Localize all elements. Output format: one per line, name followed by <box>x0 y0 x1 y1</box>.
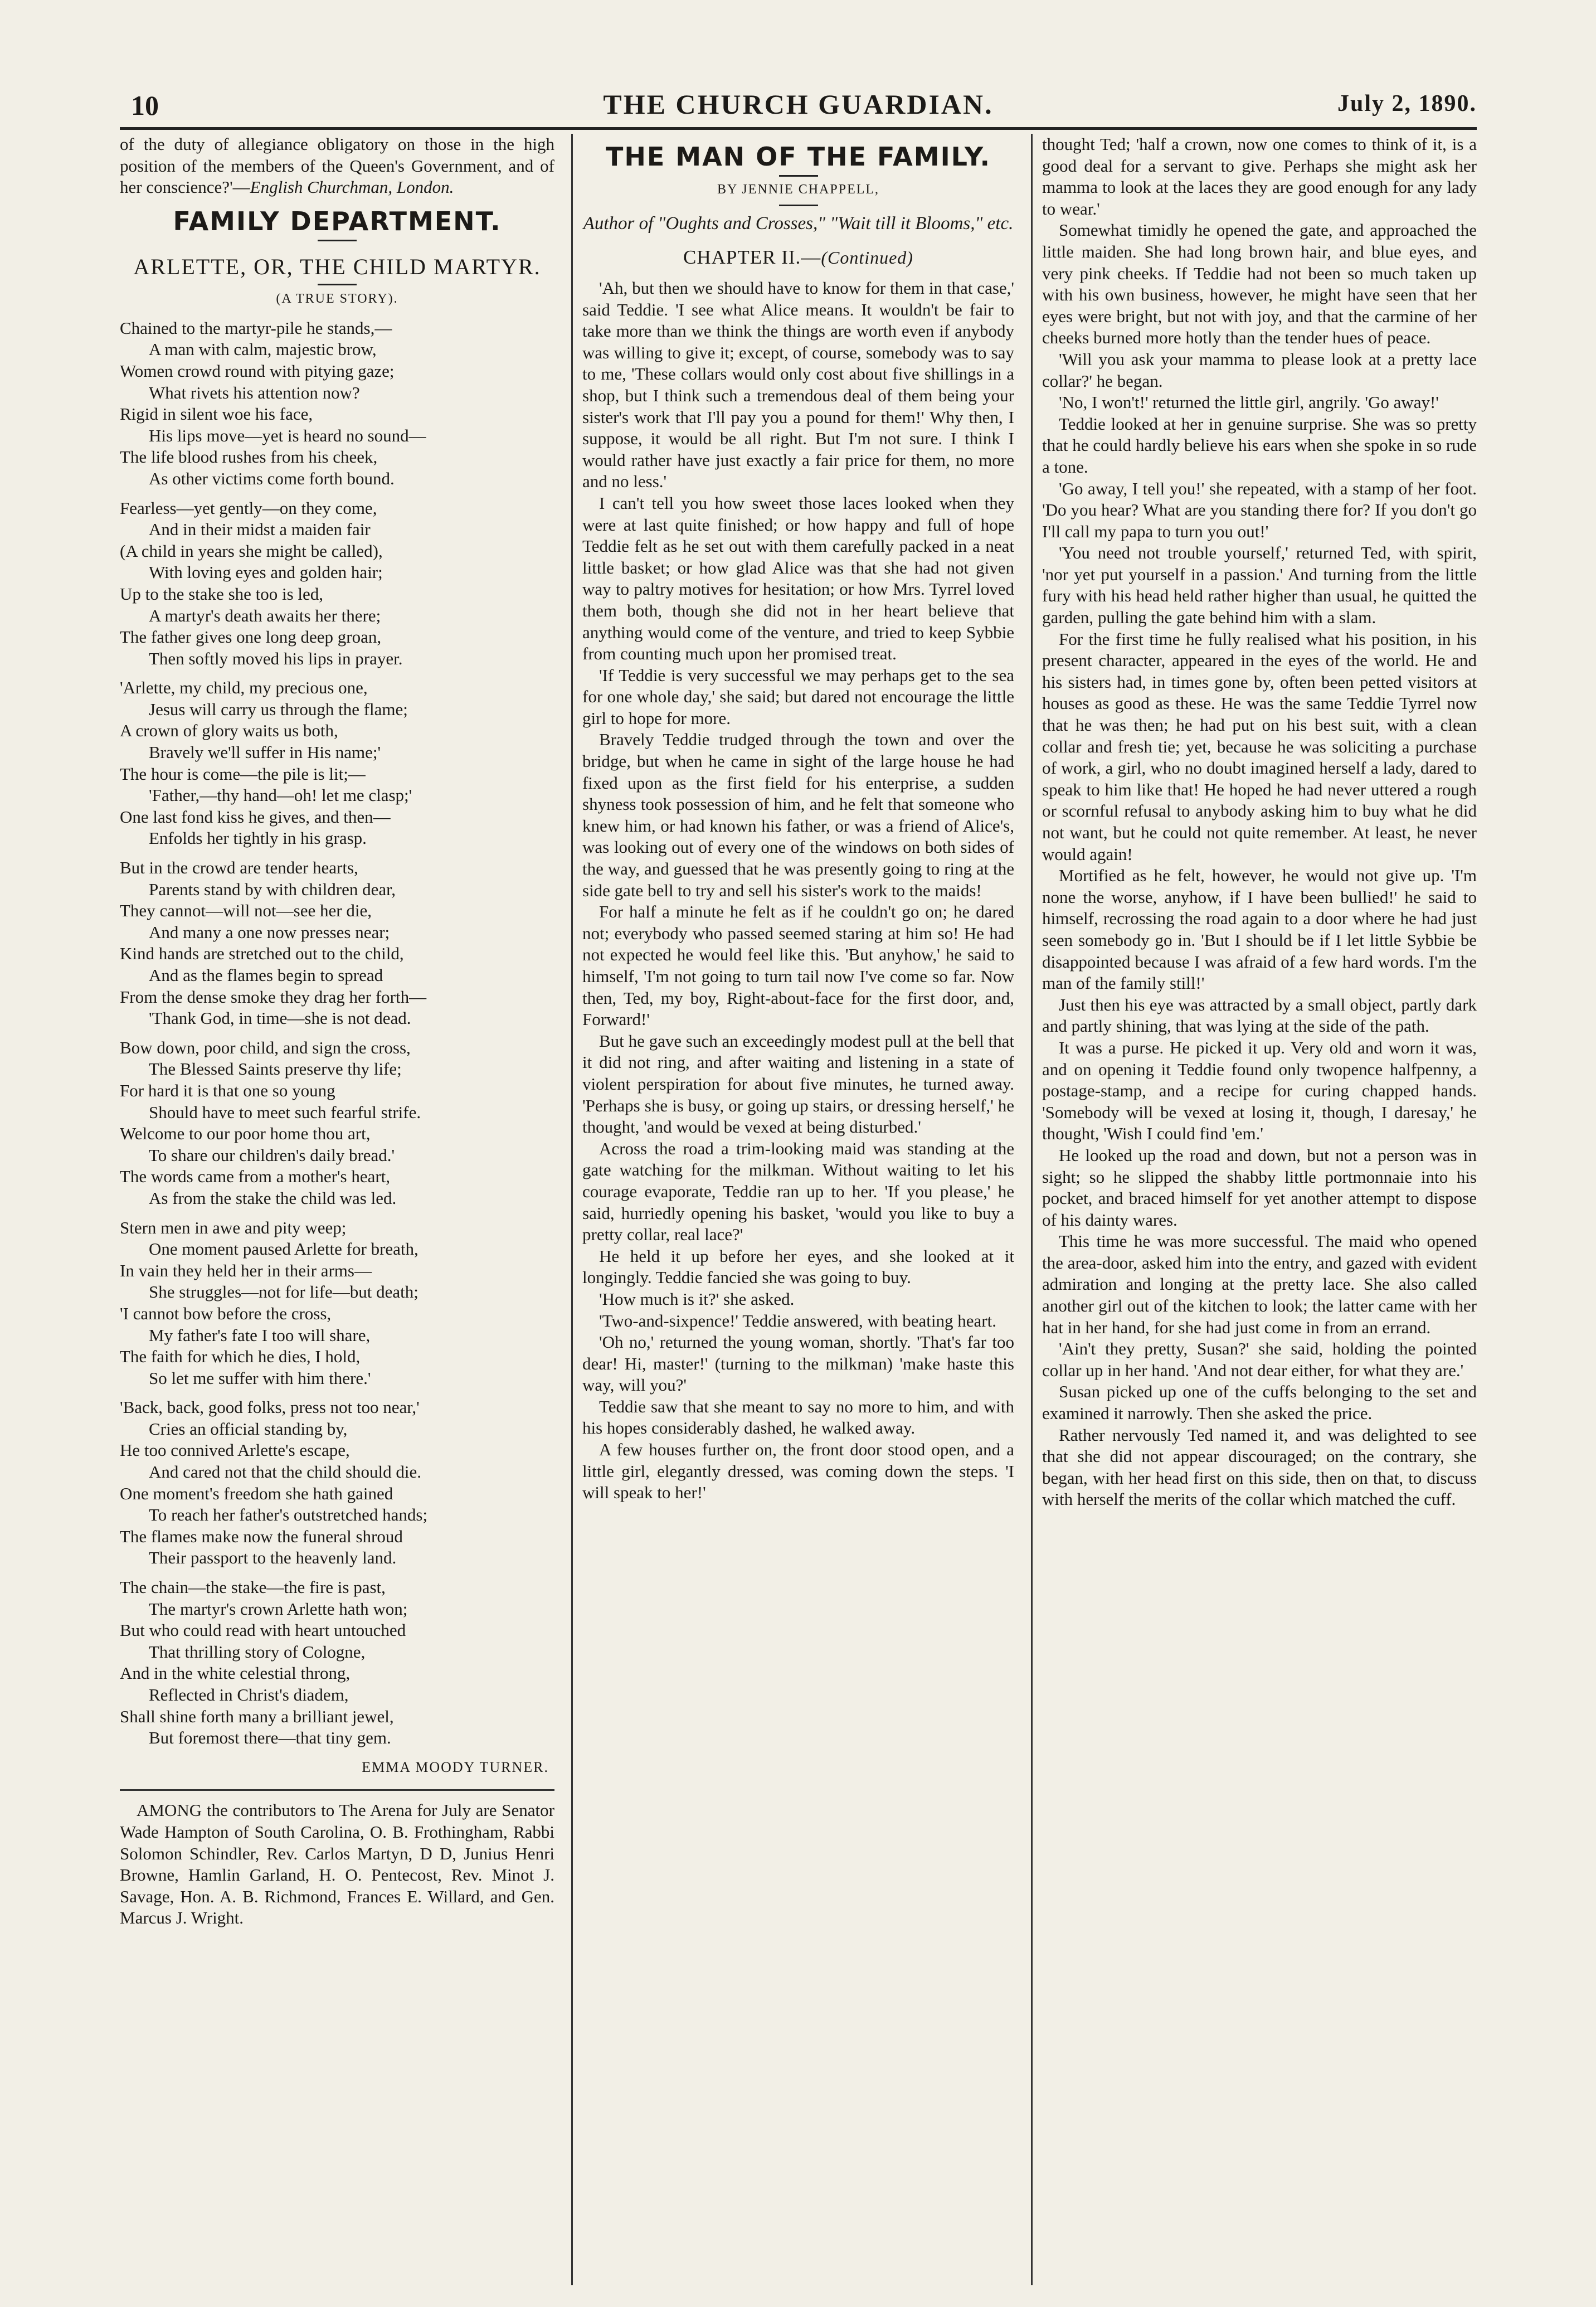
story-paragraph: 'Will you ask your mamma to please look at a pretty lace collar?' he began. <box>1042 349 1477 391</box>
poem-line: Then softly moved his lips in prayer. <box>149 648 403 668</box>
poem-line: One last fond kiss he gives, and then— <box>120 807 391 827</box>
poem-stanza <box>120 1577 554 1749</box>
section-rule <box>120 1789 554 1791</box>
story-paragraph: 'Go away, I tell you!' she repeated, with a stamp of her foot. 'Do you hear? What are you standing there for? If you don't go I'll call my papa to turn you out!' <box>1042 478 1477 541</box>
story-paragraph: 'Ah, but then we should have to know for them in that case,' said Teddie. 'I see what Alice means. It wouldn't be fair to take more than we think the things are worth even if anybody was willing to give it; except, of course, somebody was to say to me, 'These collars would only cost about five shillings in a shop, but I think such a tremendous deal of them being your sister's work that I'll pay you a pound for them!' Why then, I suppose, it would be all right. But I'm not sure. I think I would rather have just exactly a fair price for them, no more and no less.' <box>582 278 1014 492</box>
poem-line: 'Father,—thy hand—oh! let me clasp;' <box>149 785 412 805</box>
story-paragraph: This time he was more successful. The maid who opened the area-door, asked him into the entry, and gazed with evident admiration and longing at the pretty lace. She also called another girl out of the kitchen to look; the latter came with her hat in her hand, for she had just come in from an errand. <box>1042 1231 1477 1337</box>
poem-line: 'I cannot bow before the cross, <box>120 1303 332 1323</box>
poem-line: One moment paused Arlette for breath, <box>149 1239 419 1259</box>
story-paragraph: For the first time he fully realised what his position, in his present character, appeared in the eyes of the world. He and his sisters had, in times gone by, often been petted visitors at houses as good as these. He was the same Teddie Tyrrel now that he was then; he had put on his best suit, with a clean collar and fresh tie; yet, because he was soliciting a purchase of work, a girl, who no doubt imagined herself a lady, dared to speak to him like that! He hoped he had never uttered a rough or scornful refusal to anybody asking him to buy what he did not want, but he could not quite remember. At least, he never would again! <box>1042 629 1477 864</box>
poem-line: For hard it is that one so young <box>120 1080 335 1100</box>
poem-line: And many a one now presses near; <box>149 922 390 942</box>
poem-line: The Blessed Saints preserve thy life; <box>149 1059 402 1079</box>
story-title: THE MAN OF THE FAMILY. <box>605 142 991 172</box>
poem-line: And as the flames begin to spread <box>149 965 383 985</box>
story-paragraph: 'Oh no,' returned the young woman, shortly. 'That's far too dear! Hi, master!' (turning to the milkman) 'make haste this way, will you?' <box>582 1332 1014 1395</box>
story-paragraph: Bravely Teddie trudged through the town and over the bridge, but when he came in sight of the large house he had fixed upon as the first field for his enterprise, a sudden shyness took possession of him, and he felt that someone who knew him, or had known his father, or was a friend of Alice's, was looking out of every one of the windows on both sides of the way, and guessed that he was presently going to ring at the side gate bell to try and sell his sister's work to the maids! <box>582 730 1014 900</box>
poem-stanza <box>120 318 554 490</box>
story-paragraph: Teddie looked at her in genuine surprise. She was so pretty that he could hardly believe his ears when she spoke in so rude a tone. <box>1042 414 1477 477</box>
header-rule <box>120 127 1477 130</box>
poem-line: Women crowd round with pitying gaze; <box>120 361 395 381</box>
story-byline: BY JENNIE CHAPPELL, <box>717 182 880 197</box>
poem-line: But who could read with heart untouched <box>120 1620 406 1640</box>
intro-source: English Churchman, London. <box>250 177 454 197</box>
poem-line: Cries an official standing by, <box>149 1419 348 1439</box>
poem-line: From the dense smoke they drag her forth— <box>120 987 427 1007</box>
poem-line: Enfolds her tightly in his grasp. <box>149 828 367 848</box>
column-left <box>120 134 554 2285</box>
author-credit: Author of "Oughts and Crosses," "Wait till it Blooms," etc. <box>583 213 1014 234</box>
column-divider <box>571 134 573 2285</box>
poem-line: He too connived Arlette's escape, <box>120 1440 350 1460</box>
poem-line: The words came from a mother's heart, <box>120 1167 391 1187</box>
poem-line: The faith for which he dies, I hold, <box>120 1347 361 1367</box>
chapter-note: (Continued) <box>821 247 913 268</box>
chapter-label: CHAPTER II.— <box>683 246 821 268</box>
divider-dash <box>779 175 818 177</box>
story-paragraph: 'You need not trouble yourself,' returned Ted, with spirit, 'nor yet put yourself in a passion.' And turning from the little fury with his head held rather higher than usual, he quitted the garden, pulling the gate behind him with a slam. <box>1042 543 1477 628</box>
story-paragraph: 'If Teddie is very successful we may perhaps get to the sea for one whole day,' she said; but dared not encourage the little girl to hope for more. <box>582 665 1014 728</box>
poem-line: Should have to meet such fearful strife. <box>149 1102 421 1122</box>
story-paragraph: A few houses further on, the front door stood open, and a little girl, elegantly dressed, was coming down the steps. 'I will speak to her!' <box>582 1440 1014 1503</box>
story-paragraph: But he gave such an exceedingly modest pull at the bell that it did not ring, and after waiting and listening in a state of violent perspiration for about five minutes, he turned away. 'Perhaps she is busy, or going up stairs, or dressing herself,' he thought, 'and would be vexed at being disturbed.' <box>582 1031 1014 1137</box>
arena-notice: AMONG the contributors to The Arena for July are Senator Wade Hampton of South Carolina, O. B. Frothingham, Rabbi Solomon Schindler, Rev. Carlos Martyn, D D, Junius Henri Browne, Hamlin Garland, H. O. Pentecost, Rev. Minot J. Savage, Hon. A. B. Richmond, Frances E. Willard, and Gen. Marcus J. Wright. <box>120 1800 554 1928</box>
poem-line: The father gives one long deep groan, <box>120 627 382 647</box>
poem-line: Parents stand by with children dear, <box>149 879 396 899</box>
poem-stanza <box>120 1217 554 1390</box>
story-paragraph: 'Ain't they pretty, Susan?' she said, holding the pointed collar up in her hand. 'And not dear either, for what they are.' <box>1042 1339 1477 1380</box>
poem-line: Shall shine forth many a brilliant jewel, <box>120 1706 394 1726</box>
intro-text: of the duty of allegiance obligatory on those in the high position of the members of the Queen's Government, and of her conscience?'— <box>120 134 554 197</box>
poem-title: ARLETTE, OR, THE CHILD MARTYR. <box>133 254 541 279</box>
column-divider <box>1031 134 1033 2285</box>
poem-line: And in the white celestial throng, <box>120 1663 351 1683</box>
poem-line: Chained to the martyr-pile he stands,— <box>120 318 392 338</box>
page-number: 10 <box>131 90 159 121</box>
poem-line: Rigid in silent woe his face, <box>120 404 313 424</box>
poem-line: 'Thank God, in time—she is not dead. <box>149 1008 411 1028</box>
story-paragraph: He held it up before her eyes, and she looked at it longingly. Teddie fancied she was going to buy. <box>582 1246 1014 1288</box>
poem-line: Reflected in Christ's diadem, <box>149 1685 349 1704</box>
poem-line: My father's fate I too will share, <box>149 1325 371 1345</box>
story-paragraph: 'How much is it?' she asked. <box>599 1289 795 1309</box>
poem-line: To reach her father's outstretched hands; <box>149 1505 428 1525</box>
poem-line: 'Back, back, good folks, press not too near,' <box>120 1397 420 1417</box>
poem-line: She struggles—not for life—but death; <box>149 1282 419 1302</box>
chapter-heading <box>582 245 1014 270</box>
poem-line: Their passport to the heavenly land. <box>149 1548 397 1568</box>
poem-line: As from the stake the child was led. <box>149 1188 397 1208</box>
poem-line: The flames make now the funeral shroud <box>120 1526 403 1546</box>
poem-line: Kind hands are stretched out to the child, <box>120 944 404 964</box>
story-body <box>582 278 1014 1504</box>
poem-line: So let me suffer with him there.' <box>149 1368 371 1388</box>
poem-line: Fearless—yet gently—on they come, <box>120 498 377 518</box>
story-paragraph: Mortified as he felt, however, he would not give up. 'I'm none the worse, anyhow, if I have been bullied!' he said to himself, recrossing the road again to a door where he had just seen somebody go in. 'But I should be if I let little Sybbie be disappointed because I was afraid of a few hard words. I'm the man of the family still!' <box>1042 866 1477 993</box>
divider-dash <box>318 240 357 241</box>
poem-line: His lips move—yet is heard no sound— <box>149 425 426 445</box>
column-right <box>1042 134 1477 2285</box>
poem-line: But foremost there—that tiny gem. <box>149 1728 391 1748</box>
issue-date: July 2, 1890. <box>1337 91 1477 116</box>
poem-line: To share our children's daily bread.' <box>149 1145 395 1165</box>
poem-line: 'Arlette, my child, my precious one, <box>120 678 368 698</box>
poem-line: And cared not that the child should die. <box>149 1462 421 1482</box>
poem-line: The hour is come—the pile is lit;— <box>120 764 366 784</box>
poem-line: A man with calm, majestic brow, <box>149 339 377 360</box>
continued-text <box>120 134 554 198</box>
poem-line: A martyr's death awaits her there; <box>149 605 381 625</box>
poem-stanza <box>120 1397 554 1569</box>
story-paragraph: Across the road a trim-looking maid was standing at the gate watching for the milkman. Without waiting to let his courage evaporate, Teddie ran up to her. 'If you please,' he said, hurriedly opening his basket, 'would you like to buy a pretty collar, real lace?' <box>582 1138 1014 1245</box>
story-paragraph: For half a minute he felt as if he couldn't go on; he dared not; everybody who passed seemed staring at him so! He had not expected he would feel like this. 'But anyhow,' he said to himself, 'I'm not going to turn tail now I've come so far. Now then, Ted, my boy, Right-about-face for the first door, and, Forward!' <box>582 902 1014 1029</box>
poem-line: Welcome to our poor home thou art, <box>120 1124 371 1144</box>
column-middle <box>582 134 1014 2285</box>
poem-line: Stern men in awe and pity weep; <box>120 1217 347 1237</box>
poem-line: The martyr's crown Arlette hath won; <box>149 1599 408 1619</box>
divider-dash <box>779 205 818 206</box>
poem-line: Bow down, poor child, and sign the cross, <box>120 1037 411 1057</box>
story-paragraph: Somewhat timidly he opened the gate, and approached the little maiden. She had long brown hair, and blue eyes, and very pink cheeks. If Teddie had not been so much taken up with his own business, however, he might have seen that her eyes were bright, but not with joy, and that the carmine of her cheeks burned more hotly than the tender hues of peace. <box>1042 220 1477 348</box>
poem-line: The chain—the stake—the fire is past, <box>120 1577 386 1597</box>
poem-line: With loving eyes and golden hair; <box>149 562 383 582</box>
poem-line: One moment's freedom she hath gained <box>120 1483 393 1503</box>
poem-subtitle: (A TRUE STORY). <box>276 291 398 306</box>
story-paragraph: Teddie saw that she meant to say no more to him, and with his hopes considerably dashed, he walked away. <box>582 1396 1014 1438</box>
poem-stanza <box>120 498 554 670</box>
poem <box>120 318 554 1749</box>
story-paragraph: Susan picked up one of the cuffs belonging to the set and examined it narrowly. Then she asked the price. <box>1042 1382 1477 1424</box>
masthead: THE CHURCH GUARDIAN. <box>603 89 994 120</box>
family-department-heading: FAMILY DEPARTMENT. <box>173 206 502 236</box>
poem-line: What rivets his attention now? <box>149 382 360 402</box>
story-paragraph: Rather nervously Ted named it, and was delighted to see that she did not appear discouraged; on the contrary, she began, with her head first on this side, then on that, to discuss with herself the merits of the collar which matched the cuff. <box>1042 1425 1477 1509</box>
story-paragraph: thought Ted; 'half a crown, now one comes to think of it, is a good deal for a servant to give. Perhaps she might ask her mamma to look at the laces they are good enough for any lady to wear.' <box>1042 134 1477 218</box>
story-paragraph: 'Two-and-sixpence!' Teddie answered, with beating heart. <box>599 1310 996 1330</box>
poem-line: That thrilling story of Cologne, <box>149 1641 366 1662</box>
poem-line: And in their midst a maiden fair <box>149 519 371 540</box>
poem-line: (A child in years she might be called), <box>120 541 383 561</box>
divider-dash <box>318 284 357 285</box>
poem-line: A crown of glory waits us both, <box>120 721 338 741</box>
poem-line: The life blood rushes from his cheek, <box>120 447 378 467</box>
story-paragraph: Just then his eye was attracted by a small object, partly dark and partly shining, that was lying at the side of the path. <box>1042 994 1477 1036</box>
poem-stanza <box>120 857 554 1029</box>
poem-line: Up to the stake she too is led, <box>120 584 324 604</box>
poem-line: As other victims come forth bound. <box>149 468 395 488</box>
poem-line: In vain they held her in their arms— <box>120 1260 372 1280</box>
poem-line: They cannot—will not—see her die, <box>120 901 372 921</box>
page-header <box>120 84 1477 123</box>
poem-line: But in the crowd are tender hearts, <box>120 858 358 878</box>
story-paragraph: I can't tell you how sweet those laces looked when they were at last quite finished; or how happy and full of hope Teddie felt as he set out with them carefully packed in a neat little basket; or how glad Alice was that she had not given way to paltry motives for hesitation; or how Mrs. Tyrrel loved them both, though she did not in her heart believe that anything would come of the venture, and tried to keep Sybbie from counting much upon her promised treat. <box>582 493 1014 664</box>
poem-stanza <box>120 1037 554 1210</box>
poem-line: Bravely we'll suffer in His name;' <box>149 742 381 762</box>
poem-signature: EMMA MOODY TURNER. <box>362 1759 549 1775</box>
poem-line: Jesus will carry us through the flame; <box>149 699 408 719</box>
story-paragraph: It was a purse. He picked it up. Very old and worn it was, and on opening it Teddie found only twopence halfpenny, a postage-stamp, and a recipe for curing chapped hands. 'Somebody will be vexed at losing it, though, I daresay,' he thought, 'Wish I could find 'em.' <box>1042 1037 1477 1144</box>
story-paragraph: 'No, I won't!' returned the little girl, angrily. 'Go away!' <box>1059 392 1439 412</box>
poem-stanza <box>120 677 554 849</box>
story-continuation <box>1042 134 1477 1511</box>
story-paragraph: He looked up the road and down, but not a person was in sight; so he slipped the shabby little portmonnaie into his pocket, and braced himself for yet another attempt to dispose of his dainty wares. <box>1042 1145 1477 1230</box>
